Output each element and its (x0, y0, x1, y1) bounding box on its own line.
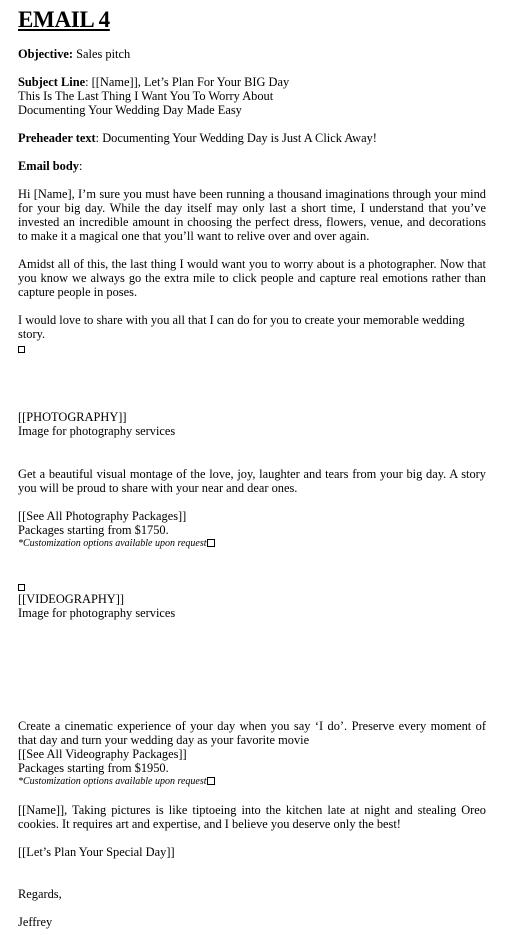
photography-tag: [[PHOTOGRAPHY]] (18, 410, 127, 424)
body-paragraph-2: Amidst all of this, the last thing I would want you to worry about is a photographer. Now that you know we always go the extra mile to click people and capture real emotions rather than capture people in poses. (18, 257, 486, 299)
body-paragraph-3: I would love to share with you all that I can do for you to create your memorable wedding story. (18, 313, 465, 341)
objective-label: Objective: (18, 47, 74, 61)
photography-image-caption: Image for photography services (18, 424, 176, 438)
videography-tag: [[VIDEOGRAPHY]] (18, 592, 124, 606)
subject-line-1: : [[Name]], Let’s Plan For Your BIG Day (85, 75, 290, 89)
objective-line (18, 47, 486, 61)
preheader-value: : Documenting Your Wedding Day is Just A Click Away! (95, 131, 377, 145)
closing-paragraph: [[Name]], Taking pictures is like tiptoeing into the kitchen late at night and stealing Oreo cookies. It requires art and expertise, and I believe you deserve only the best! (18, 803, 486, 831)
email-body-heading (18, 159, 486, 173)
videography-image-caption: Image for photography services (18, 606, 176, 620)
subject-label: Subject Line (18, 75, 86, 89)
videography-note (18, 776, 486, 788)
placeholder-box-icon (207, 539, 215, 547)
photography-note (18, 538, 486, 550)
photography-note-text: *Customization options available upon request (18, 538, 207, 549)
body-paragraph-1: Hi [Name], I’m sure you must have been running a thousand imaginations through your mind for your big day. While the day itself may only last a short time, I understand that you’ve invested an incredible amount in choosing the perfect dress, flowers, venue, and decorations to make it a magical one that you’ll want to relive over and over again. (18, 187, 486, 243)
videography-price: Packages starting from $1950. (18, 761, 169, 775)
photography-description: Get a beautiful visual montage of the love, joy, laughter and tears from your big day. A story you will be proud to share with your near and dear ones. (18, 467, 486, 495)
image-placeholder-icon (18, 342, 486, 351)
subject-block (18, 75, 486, 117)
image-placeholder-icon (18, 580, 486, 589)
preheader-label: Preheader text (18, 131, 96, 145)
cta-link[interactable]: [[Let’s Plan Your Special Day]] (18, 845, 175, 859)
regards: Regards, (18, 887, 62, 901)
videography-note-text: *Customization options available upon request (18, 776, 207, 787)
photography-price: Packages starting from $1750. (18, 523, 169, 537)
email-body-colon: : (78, 159, 83, 173)
preheader-line (18, 131, 486, 145)
videography-description: Create a cinematic experience of your day when you say ‘I do’. Preserve every moment of that day and turn your wedding day as your favorite movie (18, 719, 486, 747)
page-title: EMAIL 4 (18, 7, 110, 32)
subject-line-3: Documenting Your Wedding Day Made Easy (18, 103, 242, 117)
placeholder-box-icon (207, 777, 215, 785)
videography-packages-link[interactable]: [[See All Videography Packages]] (18, 747, 187, 761)
photography-packages-link[interactable]: [[See All Photography Packages]] (18, 509, 187, 523)
subject-line-2: This Is The Last Thing I Want You To Worry About (18, 89, 274, 103)
email-body-label: Email body (18, 159, 79, 173)
signature: Jeffrey (18, 915, 53, 929)
objective-value: Sales pitch (76, 47, 131, 61)
